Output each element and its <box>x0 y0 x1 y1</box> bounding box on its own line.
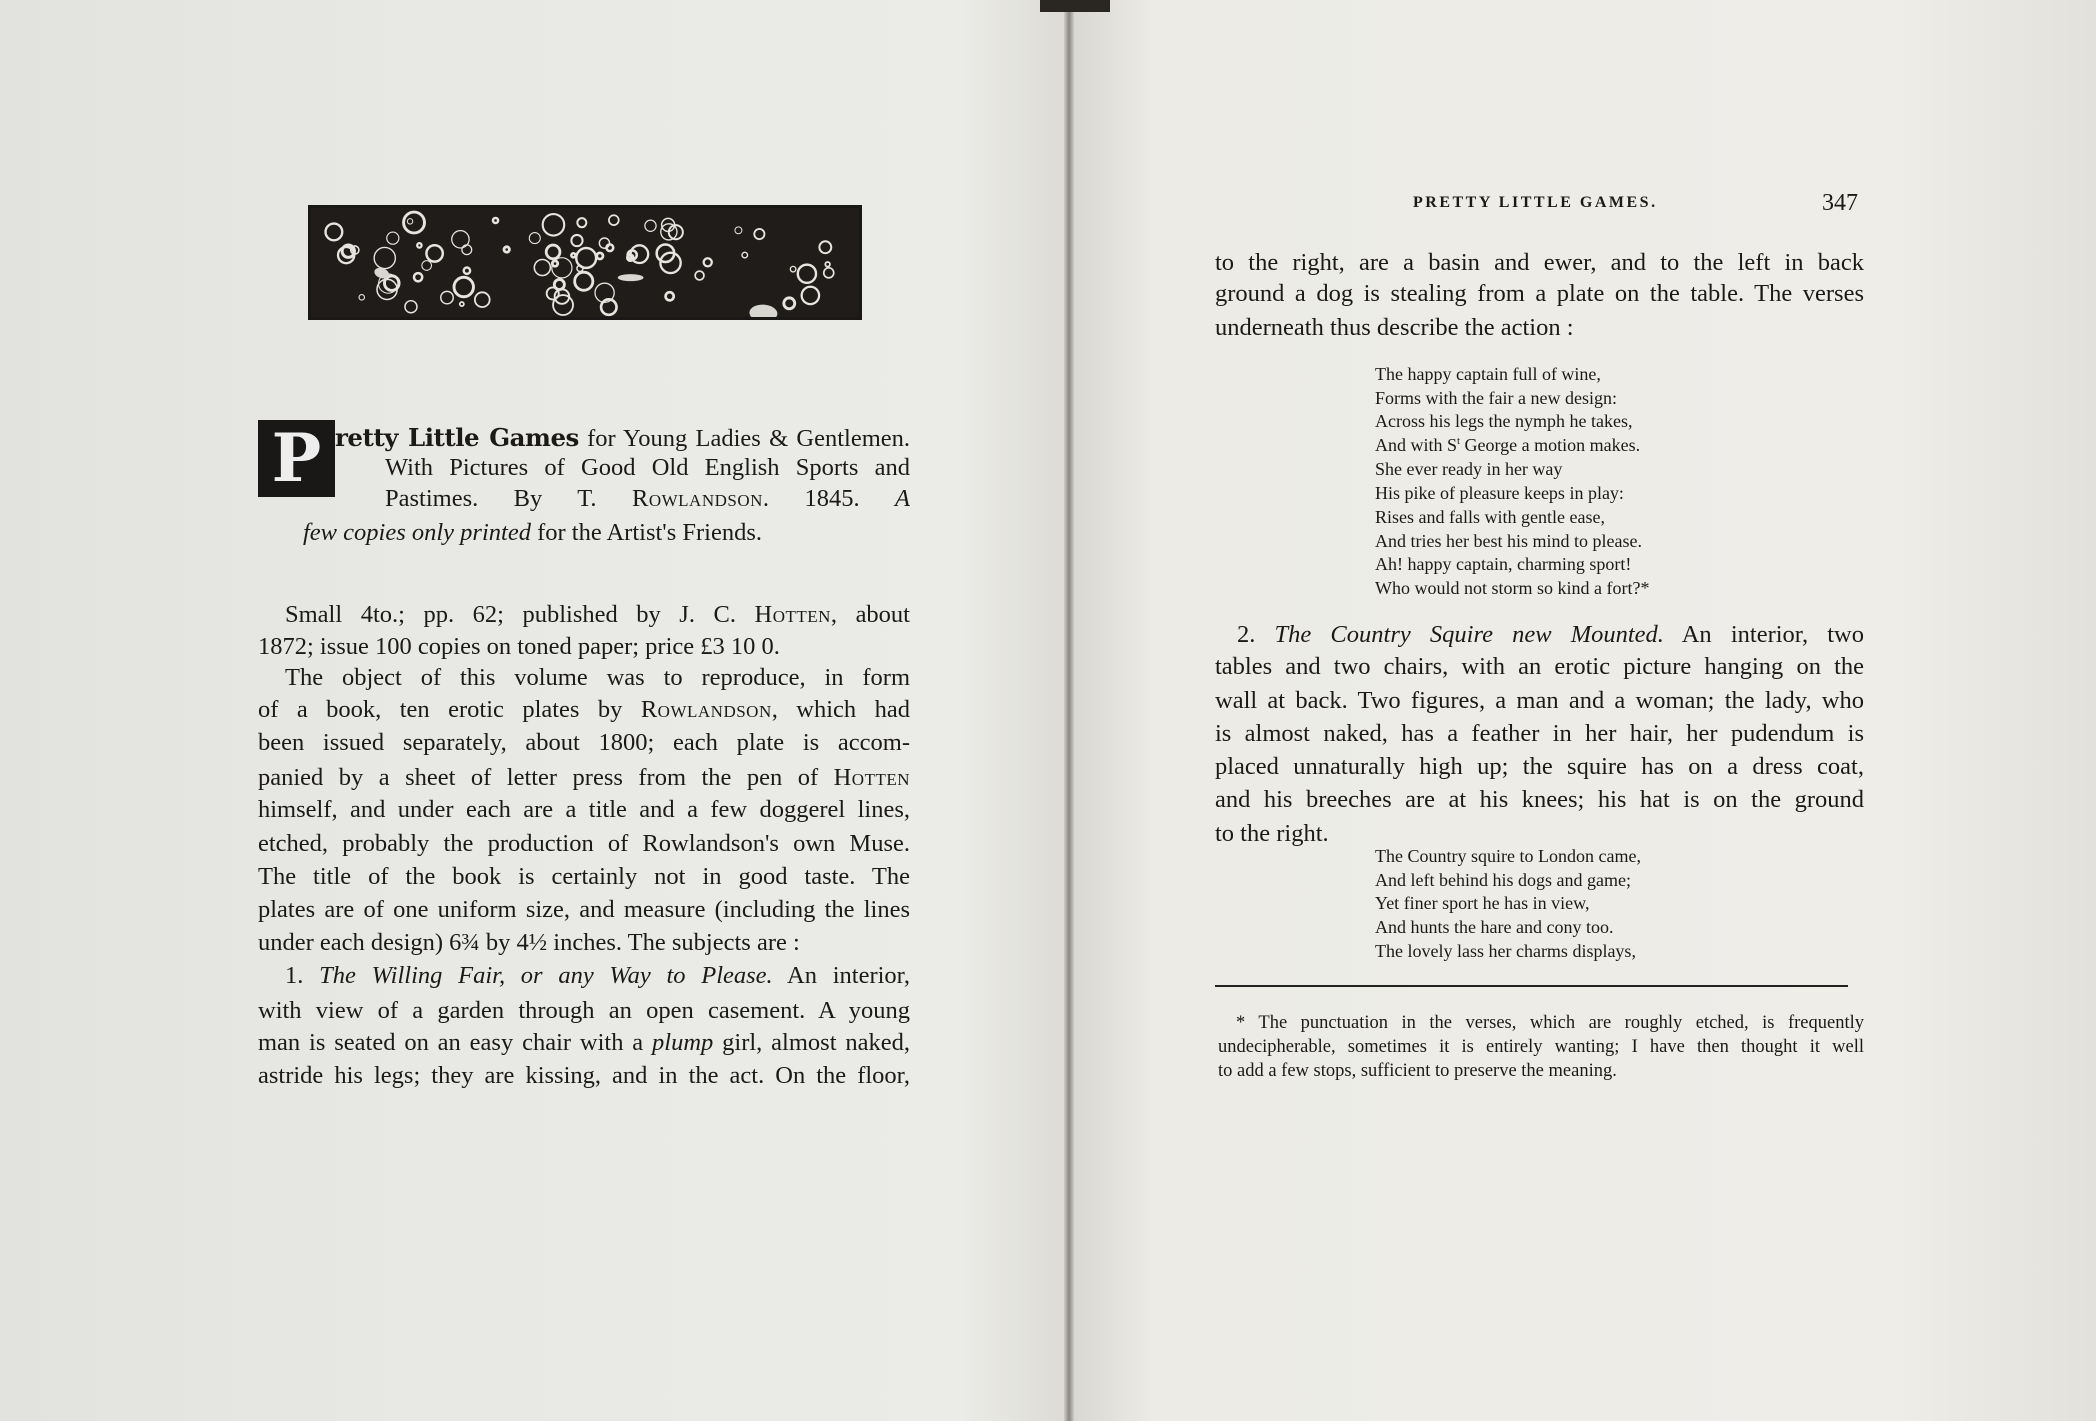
text-segment: astride his legs; they are kissing, and in the act. On the floor, <box>258 1062 910 1089</box>
text-segment: , which had <box>771 696 910 723</box>
flower-ornament <box>460 302 464 306</box>
text-segment: His pike of pleasure keeps in play: <box>1375 483 1624 503</box>
text-line <box>1375 939 1636 963</box>
flower-ornament <box>824 268 834 278</box>
text-line <box>1215 312 1864 344</box>
text-segment: himself, and under each are a title and a few doggerel lines, <box>258 796 910 823</box>
text-line <box>1375 868 1631 892</box>
text-segment: plump <box>652 1029 714 1056</box>
flower-ornament <box>735 227 742 234</box>
flower-ornament <box>666 292 674 300</box>
text-line <box>258 727 910 759</box>
text-segment: Who would not storm so kind a fort?* <box>1375 578 1650 598</box>
text-line <box>1215 784 1864 816</box>
footnote-rule <box>1215 985 1848 987</box>
text-line <box>1375 576 1649 600</box>
text-segment: Rowlandson <box>632 485 763 512</box>
spine-edge <box>1040 0 1110 12</box>
text-segment: Hotten <box>833 764 910 791</box>
text-segment: ground a dog is stealing from a plate on the table. The verses <box>1215 280 1864 307</box>
text-segment: etched, probably the production of Rowlandson's own Muse. <box>258 830 910 857</box>
text-segment: 1. <box>285 962 320 989</box>
flower-ornament <box>387 232 399 244</box>
footnote-line: undecipherable, sometimes it is entirely wanting; I have then thought it well <box>1218 1037 1864 1057</box>
flower-ornament <box>798 265 816 283</box>
text-segment: man is seated on an easy chair with a <box>258 1029 653 1056</box>
text-line <box>335 422 910 454</box>
text-segment: The happy captain full of wine, <box>1375 364 1601 384</box>
text-segment: placed unnaturally high up; the squire has on a dress coat, <box>1215 753 1864 780</box>
flower-ornament <box>645 220 656 231</box>
text-line <box>1375 552 1631 576</box>
text-segment: underneath thus describe the action : <box>1215 314 1574 341</box>
text-line <box>285 662 910 694</box>
text-segment: The Country squire to London came, <box>1375 846 1641 866</box>
text-segment: Small 4to.; pp. 62; published by J. C. <box>285 601 755 628</box>
floral-headpiece-ornament <box>308 205 862 320</box>
text-segment: With Pictures of Good Old English Sports and <box>385 454 910 481</box>
flower-ornament <box>790 266 796 272</box>
flower-ornament <box>609 215 619 225</box>
text-segment: . 1845. <box>762 485 896 512</box>
text-segment: to the right, are a basin and ewer, and to the left in back <box>1215 249 1864 276</box>
text-line <box>1215 247 1864 279</box>
text-segment: 1872; issue 100 copies on toned paper; price £3 10 0. <box>258 633 780 660</box>
text-segment: 2. <box>1237 621 1275 648</box>
text-line <box>258 1060 910 1092</box>
text-segment: plates are of one uniform size, and measure (including the lines <box>258 896 910 923</box>
flower-ornament <box>404 212 425 233</box>
text-segment: And with S <box>1375 435 1458 455</box>
flower-ornament <box>819 241 831 253</box>
text-line <box>258 894 910 926</box>
book-gutter <box>1064 0 1074 1421</box>
text-segment: to the right. <box>1215 820 1329 847</box>
text-line <box>1375 433 1640 457</box>
text-segment: t <box>1457 435 1461 447</box>
text-segment: Rises and falls with gentle ease, <box>1375 507 1605 527</box>
flower-ornament <box>553 295 573 315</box>
flower-ornament <box>695 271 704 280</box>
flower-ornament <box>414 273 422 281</box>
text-segment: is almost naked, has a feather in her hair, her pudendum is <box>1215 720 1864 747</box>
flower-ornament <box>577 218 586 227</box>
text-segment: been issued separately, about 1800; each plate is accom- <box>258 729 910 756</box>
text-segment: The Willing Fair, or any Way to Please. <box>319 962 773 989</box>
text-segment: The title of the book is certainly not in good taste. The <box>258 863 910 890</box>
text-line <box>1375 915 1613 939</box>
flower-ornament <box>554 279 564 289</box>
text-line <box>1375 505 1605 529</box>
text-line <box>385 452 910 484</box>
text-line <box>258 762 910 794</box>
flower-ornament <box>504 247 509 252</box>
text-line <box>385 483 910 515</box>
flower-ornament <box>475 292 490 307</box>
text-line <box>258 927 910 959</box>
flower-ornament <box>571 253 575 257</box>
text-segment: girl, almost naked, <box>713 1029 910 1056</box>
text-segment: tables and two chairs, with an erotic picture hanging on the <box>1215 653 1864 680</box>
text-segment: Hotten <box>754 601 831 628</box>
text-segment: Rowlandson <box>640 696 772 723</box>
text-segment: Ah! happy captain, charming sport! <box>1375 554 1632 574</box>
flower-ornament <box>704 258 712 266</box>
text-segment: She ever ready in her way <box>1375 459 1563 479</box>
text-segment: The lovely lass her charms displays, <box>1375 941 1636 961</box>
text-line <box>285 599 910 631</box>
text-segment: under each design) 6¾ by 4½ inches. The subjects are : <box>258 929 800 956</box>
flower-ornament <box>576 248 596 268</box>
text-line <box>1237 619 1864 651</box>
text-line <box>258 794 910 826</box>
flower-ornament <box>742 252 748 258</box>
flower-ornament <box>405 301 417 313</box>
page-number: 347 <box>1822 190 1858 216</box>
text-line <box>1215 651 1864 683</box>
text-segment: The Country Squire new Mounted. <box>1274 621 1664 648</box>
text-line <box>1215 278 1864 310</box>
flower-ornament <box>422 261 432 271</box>
text-segment: Yet finer sport he has in view, <box>1375 893 1590 913</box>
text-segment: And tries her best his mind to please. <box>1375 531 1642 551</box>
text-segment: A <box>895 485 910 512</box>
flower-ornament <box>529 233 540 244</box>
flower-ornament <box>407 219 412 224</box>
footnote-line: to add a few stops, sufficient to preserve the meaning. <box>1218 1061 1617 1081</box>
flower-ornament <box>543 214 565 236</box>
flower-ornament <box>534 259 550 275</box>
flower-ornament <box>359 295 364 300</box>
flower-ornament <box>493 218 498 223</box>
flower-ornament <box>426 245 442 261</box>
text-line <box>258 1027 910 1059</box>
text-line <box>1215 718 1864 750</box>
flower-ornament <box>441 291 453 303</box>
text-line <box>303 517 823 549</box>
text-line <box>258 631 910 663</box>
flower-ornament <box>552 258 572 278</box>
leaf-ornament <box>749 304 778 317</box>
text-segment: Forms with the fair a new design: <box>1375 388 1617 408</box>
text-segment: for Young Ladies & Gentlemen. <box>578 425 910 452</box>
flower-ornament <box>575 272 593 290</box>
text-segment: Pastimes. By T. <box>385 485 632 512</box>
text-line <box>258 861 910 893</box>
text-line <box>1375 481 1624 505</box>
flower-ornament <box>384 276 399 291</box>
text-segment: And left behind his dogs and game; <box>1375 870 1631 890</box>
text-line <box>1375 386 1617 410</box>
footnote-line: * The punctuation in the verses, which are roughly etched, is frequently <box>1236 1013 1864 1033</box>
flower-ornament <box>599 238 609 248</box>
text-line <box>285 960 910 992</box>
text-segment: panied by a sheet of letter press from the pen of <box>258 764 834 791</box>
text-segment: George a motion makes. <box>1460 435 1641 455</box>
flower-ornament <box>374 247 395 268</box>
text-line <box>258 828 910 860</box>
text-line <box>1375 457 1562 481</box>
text-line <box>258 995 910 1027</box>
flower-ornament <box>462 245 472 255</box>
running-head: PRETTY LITTLE GAMES. <box>1413 194 1658 211</box>
flower-ornament <box>326 224 343 241</box>
flower-ornament <box>571 235 582 246</box>
text-line <box>1375 844 1641 868</box>
text-line <box>1215 751 1864 783</box>
flower-ornament <box>597 253 603 259</box>
text-segment: and his breeches are at his knees; his hat is on the ground <box>1215 786 1864 813</box>
flower-ornament <box>784 298 795 309</box>
text-segment: few copies only printed <box>303 519 531 546</box>
text-segment: , about <box>830 601 910 628</box>
flower-ornament <box>464 268 470 274</box>
text-line <box>1215 685 1864 717</box>
flower-ornament <box>825 262 830 267</box>
text-segment: with view of a garden through an open casement. A young <box>258 997 910 1024</box>
text-segment: retty Little Games <box>335 423 579 452</box>
flower-ornament <box>546 245 560 259</box>
flower-ornament <box>417 243 422 248</box>
text-segment: The object of this volume was to reproduce, in form <box>285 664 910 691</box>
flower-ornament <box>454 277 473 296</box>
text-segment: An interior, <box>772 962 910 989</box>
text-line <box>258 694 910 726</box>
text-segment: Across his legs the nymph he takes, <box>1375 411 1633 431</box>
text-line <box>1375 409 1632 433</box>
text-segment: An interior, two <box>1663 621 1864 648</box>
text-segment: wall at back. Two figures, a man and a woman; the lady, who <box>1215 687 1864 714</box>
text-line <box>1375 529 1642 553</box>
dropcap-ornament: P <box>258 420 335 497</box>
text-segment: of a book, ten erotic plates by <box>258 696 641 723</box>
leaf-ornament <box>618 274 644 281</box>
text-line <box>1375 891 1589 915</box>
text-segment: for the Artist's Friends. <box>530 519 762 546</box>
text-segment: And hunts the hare and cony too. <box>1375 917 1614 937</box>
flower-ornament <box>802 287 819 304</box>
flower-ornament <box>754 229 764 239</box>
text-line <box>1375 362 1601 386</box>
